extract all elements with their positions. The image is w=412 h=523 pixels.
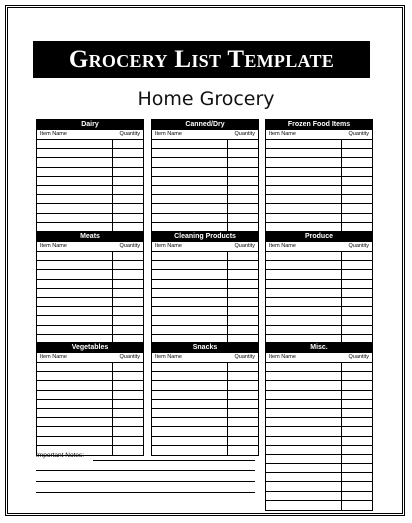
entry-row[interactable] bbox=[37, 214, 143, 223]
column-divider bbox=[341, 140, 342, 232]
entry-row[interactable] bbox=[152, 204, 258, 213]
entry-row[interactable] bbox=[266, 168, 372, 177]
section-snacks bbox=[151, 342, 259, 456]
entry-row[interactable] bbox=[152, 280, 258, 289]
quantity-header: Quantity bbox=[234, 243, 255, 249]
quantity-header: Quantity bbox=[348, 354, 369, 360]
column-headers bbox=[152, 353, 258, 363]
entry-row[interactable] bbox=[37, 316, 143, 325]
section-vegetables bbox=[36, 342, 144, 456]
section-dairy bbox=[36, 119, 144, 233]
column-divider bbox=[112, 140, 113, 232]
entry-row[interactable] bbox=[152, 446, 258, 455]
entry-row[interactable] bbox=[152, 363, 258, 372]
column-divider bbox=[112, 363, 113, 455]
entry-row[interactable] bbox=[37, 186, 143, 195]
entry-row[interactable] bbox=[266, 307, 372, 316]
entry-row[interactable] bbox=[266, 501, 372, 510]
entry-row[interactable] bbox=[266, 427, 372, 436]
entry-rows bbox=[37, 252, 143, 344]
item-name-header: Item Name bbox=[155, 243, 182, 249]
entry-row[interactable] bbox=[37, 391, 143, 400]
entry-rows bbox=[152, 252, 258, 344]
quantity-header: Quantity bbox=[119, 354, 140, 360]
item-name-header: Item Name bbox=[155, 131, 182, 137]
entry-rows bbox=[266, 363, 372, 510]
entry-row[interactable] bbox=[37, 437, 143, 446]
quantity-header: Quantity bbox=[234, 354, 255, 360]
column-headers bbox=[37, 242, 143, 252]
entry-row[interactable] bbox=[152, 298, 258, 307]
entry-row[interactable] bbox=[37, 418, 143, 427]
section-heading: Snacks bbox=[152, 343, 258, 353]
entry-row[interactable] bbox=[266, 473, 372, 482]
entry-row[interactable] bbox=[37, 270, 143, 279]
column-headers bbox=[37, 130, 143, 140]
item-name-header: Item Name bbox=[269, 131, 296, 137]
section-canned-dry bbox=[151, 119, 259, 233]
entry-row[interactable] bbox=[152, 427, 258, 436]
entry-row[interactable] bbox=[266, 400, 372, 409]
entry-row[interactable] bbox=[37, 149, 143, 158]
entry-row[interactable] bbox=[37, 168, 143, 177]
entry-rows bbox=[37, 140, 143, 232]
section-produce bbox=[265, 231, 373, 345]
entry-row[interactable] bbox=[37, 363, 143, 372]
column-divider bbox=[112, 252, 113, 344]
item-name-header: Item Name bbox=[269, 354, 296, 360]
entry-row[interactable] bbox=[266, 316, 372, 325]
entry-row[interactable] bbox=[266, 409, 372, 418]
entry-row[interactable] bbox=[266, 177, 372, 186]
entry-row[interactable] bbox=[37, 289, 143, 298]
item-name-header: Item Name bbox=[40, 131, 67, 137]
note-line bbox=[93, 460, 255, 461]
entry-row[interactable] bbox=[266, 326, 372, 335]
entry-row[interactable] bbox=[152, 381, 258, 390]
quantity-header: Quantity bbox=[348, 243, 369, 249]
entry-row[interactable] bbox=[266, 363, 372, 372]
entry-row[interactable] bbox=[152, 177, 258, 186]
entry-rows bbox=[152, 363, 258, 455]
section-heading: Produce bbox=[266, 232, 372, 242]
column-divider bbox=[227, 140, 228, 232]
entry-row[interactable] bbox=[266, 270, 372, 279]
column-headers bbox=[37, 353, 143, 363]
quantity-header: Quantity bbox=[119, 131, 140, 137]
section-misc bbox=[265, 342, 373, 511]
entry-row[interactable] bbox=[37, 326, 143, 335]
entry-row[interactable] bbox=[152, 140, 258, 149]
entry-row[interactable] bbox=[266, 252, 372, 261]
entry-row[interactable] bbox=[37, 409, 143, 418]
note-line bbox=[36, 492, 255, 493]
entry-row[interactable] bbox=[152, 270, 258, 279]
quantity-header: Quantity bbox=[234, 131, 255, 137]
entry-row[interactable] bbox=[37, 204, 143, 213]
entry-row[interactable] bbox=[152, 158, 258, 167]
entry-row[interactable] bbox=[37, 158, 143, 167]
entry-row[interactable] bbox=[152, 252, 258, 261]
section-heading: Meats bbox=[37, 232, 143, 242]
entry-row[interactable] bbox=[37, 280, 143, 289]
entry-rows bbox=[152, 140, 258, 232]
entry-row[interactable] bbox=[37, 261, 143, 270]
section-heading: Vegetables bbox=[37, 343, 143, 353]
entry-row[interactable] bbox=[266, 437, 372, 446]
column-headers bbox=[266, 242, 372, 252]
item-name-header: Item Name bbox=[40, 243, 67, 249]
entry-row[interactable] bbox=[152, 391, 258, 400]
item-name-header: Item Name bbox=[40, 354, 67, 360]
entry-row[interactable] bbox=[266, 464, 372, 473]
item-name-header: Item Name bbox=[269, 243, 296, 249]
entry-row[interactable] bbox=[152, 168, 258, 177]
entry-row[interactable] bbox=[266, 289, 372, 298]
entry-row[interactable] bbox=[152, 437, 258, 446]
entry-row[interactable] bbox=[152, 289, 258, 298]
page-subtitle: Home Grocery bbox=[137, 88, 275, 110]
entry-row[interactable] bbox=[266, 158, 372, 167]
entry-row[interactable] bbox=[266, 261, 372, 270]
entry-row[interactable] bbox=[37, 177, 143, 186]
entry-row[interactable] bbox=[37, 372, 143, 381]
entry-row[interactable] bbox=[266, 214, 372, 223]
entry-row[interactable] bbox=[37, 298, 143, 307]
entry-row[interactable] bbox=[266, 140, 372, 149]
column-divider bbox=[341, 252, 342, 344]
entry-row[interactable] bbox=[266, 204, 372, 213]
entry-rows bbox=[37, 363, 143, 455]
entry-row[interactable] bbox=[266, 492, 372, 501]
entry-row[interactable] bbox=[152, 307, 258, 316]
entry-row[interactable] bbox=[152, 186, 258, 195]
column-headers bbox=[266, 353, 372, 363]
entry-row[interactable] bbox=[266, 372, 372, 381]
entry-row[interactable] bbox=[152, 195, 258, 204]
column-divider bbox=[227, 252, 228, 344]
section-meats bbox=[36, 231, 144, 345]
entry-row[interactable] bbox=[266, 418, 372, 427]
entry-row[interactable] bbox=[266, 446, 372, 455]
entry-row[interactable] bbox=[37, 307, 143, 316]
quantity-header: Quantity bbox=[348, 131, 369, 137]
entry-row[interactable] bbox=[152, 418, 258, 427]
note-line bbox=[36, 470, 255, 471]
section-heading: Dairy bbox=[37, 120, 143, 130]
column-headers bbox=[152, 242, 258, 252]
entry-row[interactable] bbox=[37, 140, 143, 149]
note-line bbox=[36, 481, 255, 482]
section-heading: Canned/Dry bbox=[152, 120, 258, 130]
entry-row[interactable] bbox=[37, 400, 143, 409]
entry-rows bbox=[266, 140, 372, 232]
section-frozen-food-items bbox=[265, 119, 373, 233]
entry-row[interactable] bbox=[152, 409, 258, 418]
entry-row[interactable] bbox=[266, 381, 372, 390]
entry-row[interactable] bbox=[152, 261, 258, 270]
section-cleaning-products bbox=[151, 231, 259, 345]
quantity-header: Quantity bbox=[119, 243, 140, 249]
entry-row[interactable] bbox=[266, 280, 372, 289]
entry-row[interactable] bbox=[266, 391, 372, 400]
entry-rows bbox=[266, 252, 372, 344]
entry-row[interactable] bbox=[37, 252, 143, 261]
entry-row[interactable] bbox=[266, 149, 372, 158]
entry-row[interactable] bbox=[266, 195, 372, 204]
page-title: Grocery List Template bbox=[33, 41, 370, 78]
entry-row[interactable] bbox=[152, 214, 258, 223]
entry-row[interactable] bbox=[266, 186, 372, 195]
entry-row[interactable] bbox=[266, 455, 372, 464]
entry-row[interactable] bbox=[37, 427, 143, 436]
column-headers bbox=[152, 130, 258, 140]
entry-row[interactable] bbox=[152, 326, 258, 335]
notes-label: Important Notes: bbox=[36, 452, 85, 459]
entry-row[interactable] bbox=[152, 400, 258, 409]
entry-row[interactable] bbox=[152, 316, 258, 325]
entry-row[interactable] bbox=[152, 372, 258, 381]
entry-row[interactable] bbox=[152, 149, 258, 158]
item-name-header: Item Name bbox=[155, 354, 182, 360]
entry-row[interactable] bbox=[37, 195, 143, 204]
column-divider bbox=[341, 363, 342, 510]
entry-row[interactable] bbox=[266, 482, 372, 491]
section-heading: Misc. bbox=[266, 343, 372, 353]
entry-row[interactable] bbox=[37, 381, 143, 390]
column-divider bbox=[227, 363, 228, 455]
column-headers bbox=[266, 130, 372, 140]
section-heading: Cleaning Products bbox=[152, 232, 258, 242]
entry-row[interactable] bbox=[266, 298, 372, 307]
section-heading: Frozen Food Items bbox=[266, 120, 372, 130]
